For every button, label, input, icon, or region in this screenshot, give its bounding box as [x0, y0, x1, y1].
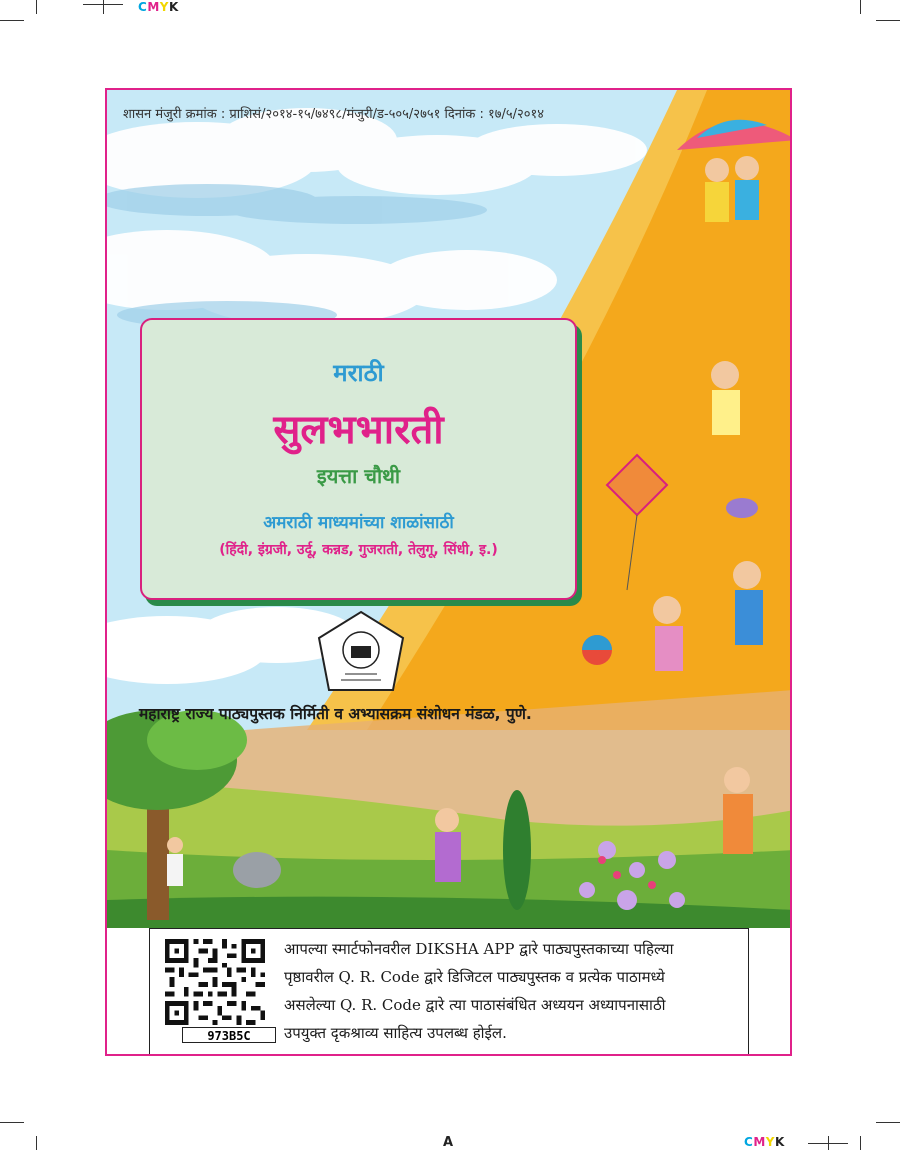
crop-mark: [0, 1122, 24, 1123]
book-cover: [105, 88, 792, 1056]
qr-text-line: आपल्या स्मार्टफोनवरील DIKSHA APP द्वारे पाठ्यपुस्तकाच्या पहिल्या: [284, 940, 674, 958]
crop-mark: [828, 1136, 829, 1150]
qr-instructions: [284, 935, 744, 1047]
title-box: [140, 318, 577, 600]
cmyk-mark-top: CMYK: [138, 0, 179, 14]
qr-code-label: 973B5C: [182, 1027, 276, 1043]
standard-label: इयत्ता चौथी: [316, 464, 401, 488]
crop-mark: [876, 20, 900, 21]
audience-label: अमराठी माध्यमांच्या शाळांसाठी: [263, 513, 454, 533]
publisher-name: महाराष्ट्र राज्य पाठ्यपुस्तक निर्मिती व अभ्यासक्रम संशोधन मंडळ, पुणे.: [139, 705, 532, 723]
balbharati-emblem-icon: [315, 610, 407, 692]
subject-label: मराठी: [333, 359, 384, 387]
qr-code-icon: [164, 939, 266, 1025]
crop-mark: [860, 0, 861, 14]
qr-text-line: उपयुक्त दृकश्राव्य साहित्य उपलब्ध होईल.: [284, 1024, 507, 1042]
qr-code[interactable]: [164, 939, 266, 1047]
crop-mark: [0, 20, 24, 21]
qr-info-box: [149, 928, 749, 1056]
cmyk-mark-bottom: CMYK: [744, 1135, 785, 1149]
book-title: सुलभभारती: [273, 407, 444, 453]
crop-mark: [36, 0, 37, 14]
crop-mark: [860, 1136, 861, 1150]
crop-mark: [36, 1136, 37, 1150]
qr-text-line: असलेल्या Q. R. Code द्वारे त्या पाठासंबंधित अध्ययन अध्यापनासाठी: [284, 996, 666, 1014]
page-letter: A: [443, 1135, 454, 1150]
languages-label: (हिंदी, इंग्रजी, उर्दू, कन्नड, गुजराती, तेलुगू, सिंधी, इ.): [219, 542, 498, 558]
crop-mark: [103, 0, 104, 14]
crop-mark: [876, 1122, 900, 1123]
qr-text-line: पृष्ठावरील Q. R. Code द्वारे डिजिटल पाठ्यपुस्तक व प्रत्येक पाठामध्ये: [284, 968, 665, 986]
approval-line: शासन मंजुरी क्रमांक : प्राशिसं/२०१४-१५/७४९८/मंजुरी/ड-५०५/२७५१ दिनांक : १७/५/२०१४: [123, 107, 545, 122]
